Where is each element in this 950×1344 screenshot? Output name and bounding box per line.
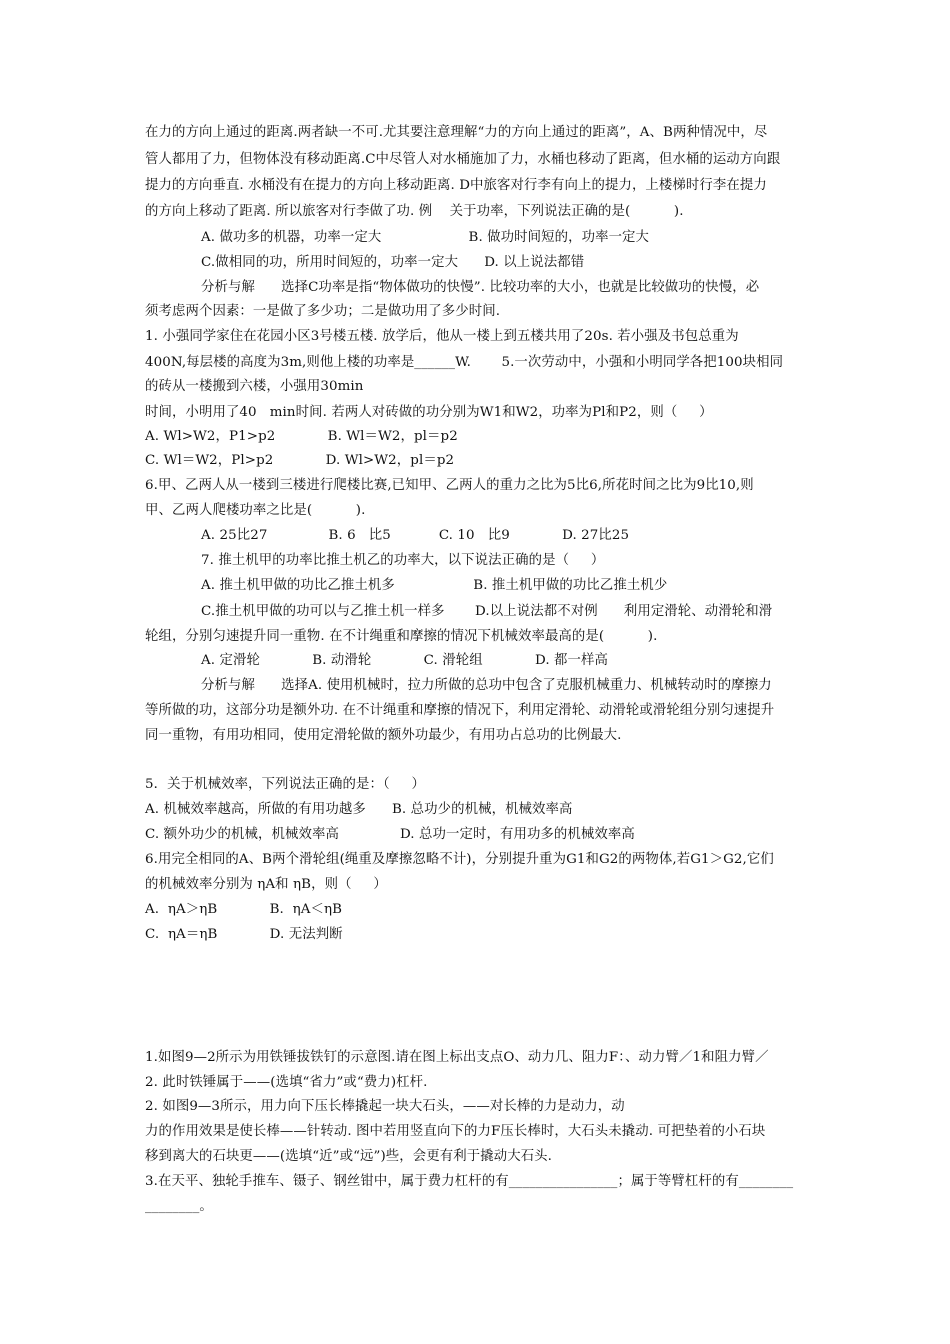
text-line: A. 机械效率越高，所做的有用功越多 B. 总功少的机械，机械效率高 xyxy=(145,802,573,817)
text-line: 2. 如图9—3所示，用力向下压长棒撬起一块大石头，——对长棒的力是动力，动 xyxy=(145,1099,625,1114)
text-line: A. 定滑轮 B. 动滑轮 C. 滑轮组 D. 都一样高 xyxy=(201,653,608,668)
text-line: 的方向上移动了距离. 所以旅客对行李做了功. 例 关于功率，下列说法正确的是( ). xyxy=(145,204,684,219)
text-line: 须考虑两个因素：一是做了多少功；二是做功用了多少时间. xyxy=(145,304,501,319)
text-line: A. 推土机甲做的功比乙推土机多 B. 推土机甲做的功比乙推土机少 xyxy=(201,578,668,593)
text-line: 的砖从一楼搬到六楼，小强用30min xyxy=(145,379,364,394)
text-line: 分析与解 选择A. 使用机械时，拉力所做的总功中包含了克服机械重力、机械转动时的摩擦力 xyxy=(201,678,772,693)
text-line: 的机械效率分别为 ηA和 ηB，则（ ） xyxy=(145,877,387,892)
text-line: A. 做功多的机器，功率一定大 B. 做功时间短的，功率一定大 xyxy=(201,230,650,245)
text-line: A. Wl>W2，P1>p2 B. Wl＝W2，pl＝p2 xyxy=(145,429,458,444)
text-line: 管人都用了力，但物体没有移动距离.C中尽管人对水桶施加了力，水桶也移动了距离，但水桶的运动方向跟 xyxy=(145,152,781,167)
text-line: 提力的方向垂直. 水桶没有在提力的方向上移动距离. D中旅客对行李有向上的提力，上楼梯时行李在提力 xyxy=(145,178,767,193)
text-line: C.推土机甲做的功可以与乙推土机一样多 D.以上说法都不对例 利用定滑轮、动滑轮和滑 xyxy=(201,604,773,619)
text-line: 7. 推土机甲的功率比推土机乙的功率大，以下说法正确的是（ ） xyxy=(201,553,605,568)
text-line: 同一重物，有用功相同，使用定滑轮做的额外功最少，有用功占总功的比例最大. xyxy=(145,728,622,743)
text-line: 3.在天平、独轮手推车、镊子、钢丝钳中，属于费力杠杆的有________________；属于等臂杠杆的有________ xyxy=(145,1174,794,1189)
text-line: 1.如图9—2所示为用铁锤拔铁钉的示意图.请在图上标出支点O、动力几、阻力F：、动力臂／1和阻力臂／ xyxy=(145,1050,769,1065)
text-line: 力的作用效果是使长棒——针转动. 图中若用竖直向下的力F压长棒时，大石头未撬动. 可把垫着的小石块 xyxy=(145,1124,766,1139)
text-line: 2. 此时铁锤属于——(选填“省力”或“费力)杠杆. xyxy=(145,1075,428,1090)
text-line: 移到离大的石块更——(选填“近”或“远”)些，会更有利于撬动大石头. xyxy=(145,1149,553,1164)
text-line: 等所做的功，这部分功是额外功. 在不计绳重和摩擦的情况下，利用定滑轮、动滑轮或滑轮组分别匀速提升 xyxy=(145,703,775,718)
text-line: 6.甲、乙两人从一楼到三楼进行爬楼比赛,已知甲、乙两人的重力之比为5比6,所花时间之比为9比10,则 xyxy=(145,478,754,493)
text-line: C. ηA＝ηB D. 无法判断 xyxy=(145,927,343,942)
text-line: C. 额外功少的机械，机械效率高 D. 总功一定时，有用功多的机械效率高 xyxy=(145,827,635,842)
text-line: 在力的方向上通过的距离.两者缺一不可.尤其要注意理解“力的方向上通过的距离”，A、B两种情况中，尽 xyxy=(145,125,768,140)
text-line: C.做相同的功，所用时间短的，功率一定大 D. 以上说法都错 xyxy=(201,255,585,270)
text-line: 甲、乙两人爬楼功率之比是( ). xyxy=(145,503,366,518)
text-line: 400N,每层楼的高度为3m,则他上楼的功率是______W. 5.一次劳动中，小强和小明同学各把100块相同 xyxy=(145,355,784,370)
text-line: 轮组，分别匀速提升同一重物. 在不计绳重和摩擦的情况下机械效率最高的是( ). xyxy=(145,629,658,644)
text-line: A. ηA＞ηB B. ηA＜ηB xyxy=(145,902,343,917)
text-line: 分析与解 选择C功率是指“物体做功的快慢”. 比较功率的大小，也就是比较做功的快慢，必 xyxy=(201,280,760,295)
text-line: 6.用完全相同的A、B两个滑轮组(绳重及摩擦忽略不计)，分别提升重为G1和G2的两物体,若G1＞G2,它们 xyxy=(145,852,774,867)
text-line: 1. 小强同学家住在花园小区3号楼五楼. 放学后，他从一楼上到五楼共用了20s. 若小强及书包总重为 xyxy=(145,329,739,344)
text-line: A. 25比27 B. 6 比5 C. 10 比9 D. 27比25 xyxy=(201,528,630,543)
text-line: ________。 xyxy=(145,1199,213,1214)
text-line: 时间，小明用了40 min时间. 若两人对砖做的功分别为W1和W2，功率为Pl和P2，则（ ） xyxy=(145,405,713,420)
text-line: 5．关于机械效率，下列说法正确的是：（ ） xyxy=(145,777,426,792)
text-line: C. Wl＝W2，Pl>p2 D. Wl>W2，pl＝p2 xyxy=(145,453,455,468)
